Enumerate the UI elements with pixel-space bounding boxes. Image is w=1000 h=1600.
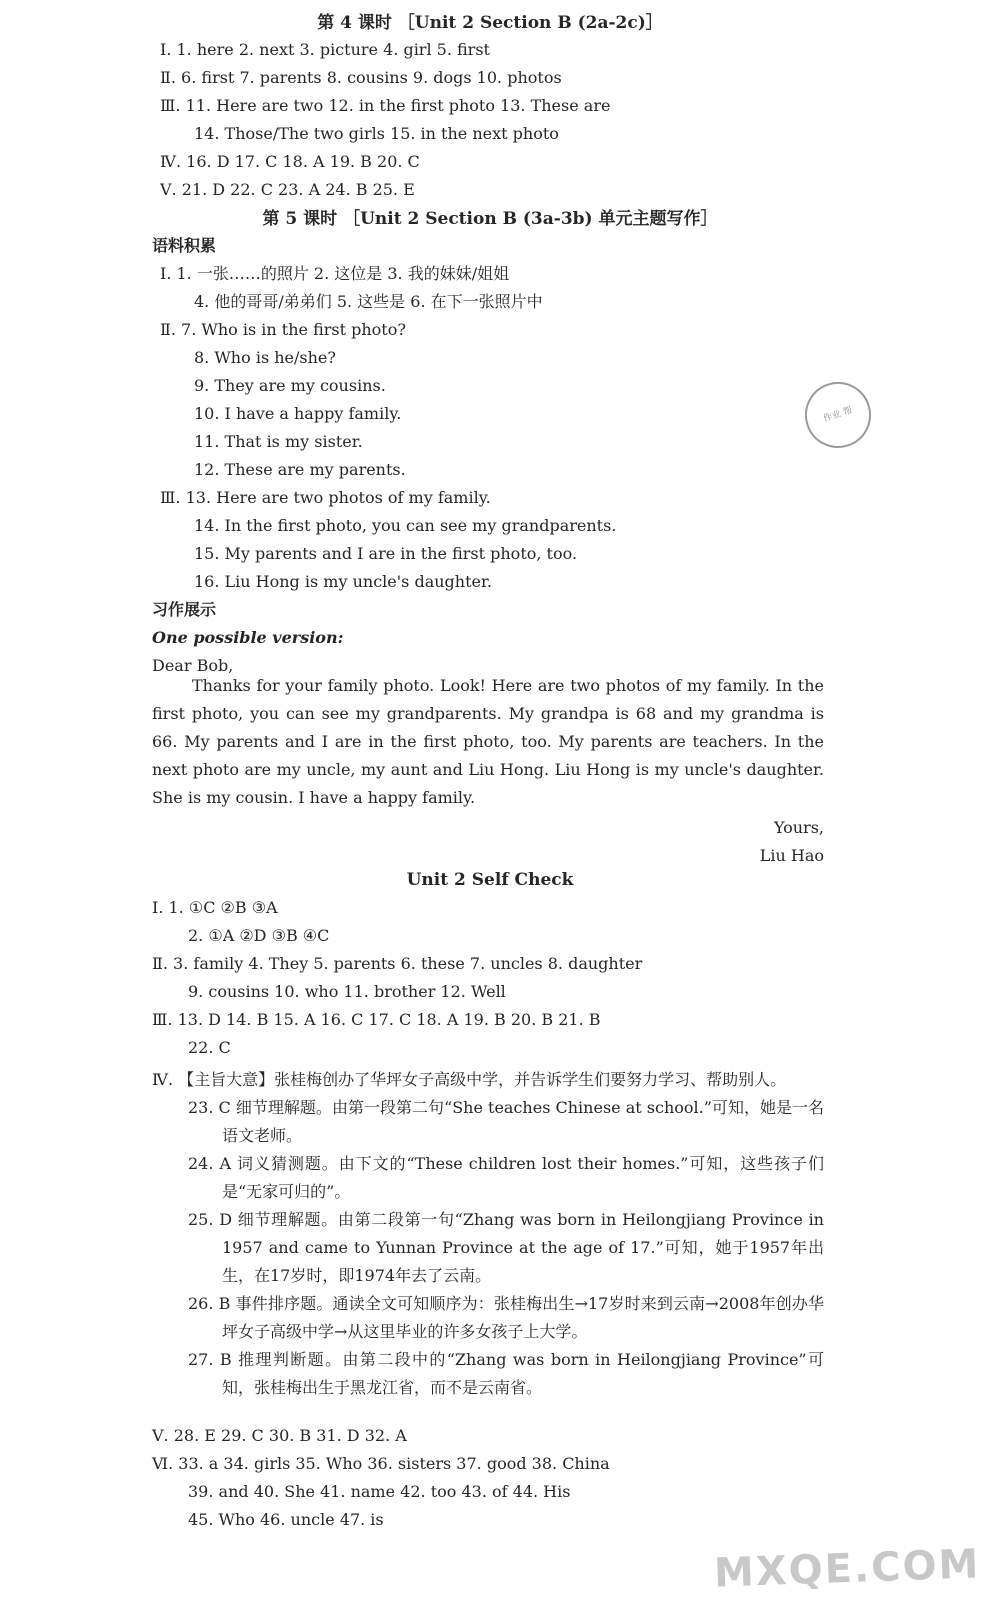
watermark: MXQE.COM [712,1541,981,1597]
answer-row: 14. Those/The two girls 15. in the next photo [194,124,559,143]
answer-row: 4. 他的哥哥/弟弟们 5. 这些是 6. 在下一张照片中 [194,292,543,311]
selfcheck-answers-end [152,1422,852,1534]
selfcheck-title: Unit 2 Self Check [406,870,574,890]
heading-corpus: 语料积累 [152,236,217,255]
answer-row: 14. In the first photo, you can see my grandparents. [194,516,617,535]
heading-writing: 习作展示 [152,600,217,619]
answer-row: Ⅱ. 6. first 7. parents 8. cousins 9. dogs 10. photos [160,68,562,87]
answer-row: Ⅲ. 13. D 14. B 15. A 16. C 17. C 18. A 19. B 20. B 21. B [152,1010,601,1029]
answer-row: Ⅱ. 7. Who is in the first photo? [160,320,406,339]
answer-row: Ⅰ. 1. 一张……的照片 2. 这位是 3. 我的妹妹/姐姐 [160,264,510,283]
answer-row: Ⅳ. 16. D 17. C 18. A 19. B 20. C [160,152,420,171]
answer-row: 2. ①A ②D ③B ④C [188,926,330,945]
selfcheck-answers [152,894,852,1062]
lesson5-section [150,204,830,229]
letter-signature: Liu Hao [759,846,824,865]
answer-row: 16. Liu Hong is my uncle's daughter. [194,572,492,591]
explanations [152,1094,824,1402]
letter-closing: Yours, [773,818,824,837]
answer-row: 22. C [188,1038,231,1057]
answer-row: Ⅰ. 1. ①C ②B ③A [152,898,278,917]
explanation-item: 26. B 事件排序题。通读全文可知顺序为：张桂梅出生→17岁时来到云南→2008年创办华坪女子高级中学→从这里毕业的许多女孩子上大学。 [188,1294,824,1341]
explanation-item: 23. C 细节理解题。由第一段第二句“She teaches Chinese at school.”可知，她是一名语文老师。 [188,1098,824,1145]
lesson5-title: 第 5 课时 ［Unit 2 Section B (3a-3b) 单元主题写作］ [262,209,718,229]
answer-row: Ⅵ. 33. a 34. girls 35. Who 36. sisters 37. good 38. China [152,1454,610,1473]
lesson4-title: 第 4 课时 ［Unit 2 Section B (2a-2c)］ [317,13,663,33]
letter-signoff [152,814,824,870]
letter-greeting: Dear Bob, [152,656,234,675]
answer-row: Ⅲ. 11. Here are two 12. in the first photo 13. These are [160,96,611,115]
answer-row: Ⅴ. 21. D 22. C 23. A 24. B 25. E [160,180,415,199]
lesson4-answers [160,36,860,204]
answer-row: Ⅰ. 1. here 2. next 3. picture 4. girl 5. first [160,40,490,59]
explanation-item: 27. B 推理判断题。由第二段中的“Zhang was born in Heilongjiang Province”可知，张桂梅出生于黑龙江省，而不是云南省。 [188,1350,824,1397]
answer-row: 10. I have a happy family. [194,404,402,423]
version-label: One possible version: [152,628,344,647]
answer-row: Ⅴ. 28. E 29. C 30. B 31. D 32. A [152,1426,407,1445]
section-4-label: Ⅳ. [152,1070,174,1089]
answer-row: 9. cousins 10. who 11. brother 12. Well [188,982,506,1001]
main-idea [152,1066,824,1094]
answer-row: 11. That is my sister. [194,432,363,451]
answer-row: 12. These are my parents. [194,460,406,479]
letter-paragraph: Thanks for your family photo. Look! Here are two photos of my family. In the first photo, you can see my grandparents. My grandpa is 68 and my grandma is 66. My parents and I are in the first photo, too. My parents are teachers. In the next photo are my uncle, my aunt and Liu Hong. Liu Hong is my uncle's daughter. She is my cousin. I have a happy family. [152,676,824,807]
explanation-item: 24. A 词义猜测题。由下文的“These children lost their homes.”可知，这些孩子们是“无家可归的”。 [188,1154,824,1201]
answer-row: 39. and 40. She 41. name 42. too 43. of 44. His [188,1482,571,1501]
answer-row: 15. My parents and I are in the first photo, too. [194,544,578,563]
answer-row: 9. They are my cousins. [194,376,386,395]
section-4 [152,1066,824,1402]
explanation-item: 25. D 细节理解题。由第二段第一句“Zhang was born in Heilongjiang Province in 1957 and came to Yunnan Province at the age of 17.”可知，她于1957年出生，在17岁时，即1974年去了云南。 [188,1210,824,1285]
main-idea-text: 【主旨大意】张桂梅创办了华坪女子高级中学，并告诉学生们要努力学习、帮助别人。 [178,1070,787,1089]
lesson4-section [150,8,830,33]
selfcheck-section [150,870,830,890]
answer-row: Ⅱ. 3. family 4. They 5. parents 6. these 7. uncles 8. daughter [152,954,643,973]
answer-row: Ⅲ. 13. Here are two photos of my family. [160,488,491,507]
stamp-text: 作业 帮 [822,405,854,425]
letter-body [152,672,824,812]
lesson5-answers [152,232,852,680]
answer-row: 8. Who is he/she? [194,348,336,367]
answer-row: 45. Who 46. uncle 47. is [188,1510,384,1529]
